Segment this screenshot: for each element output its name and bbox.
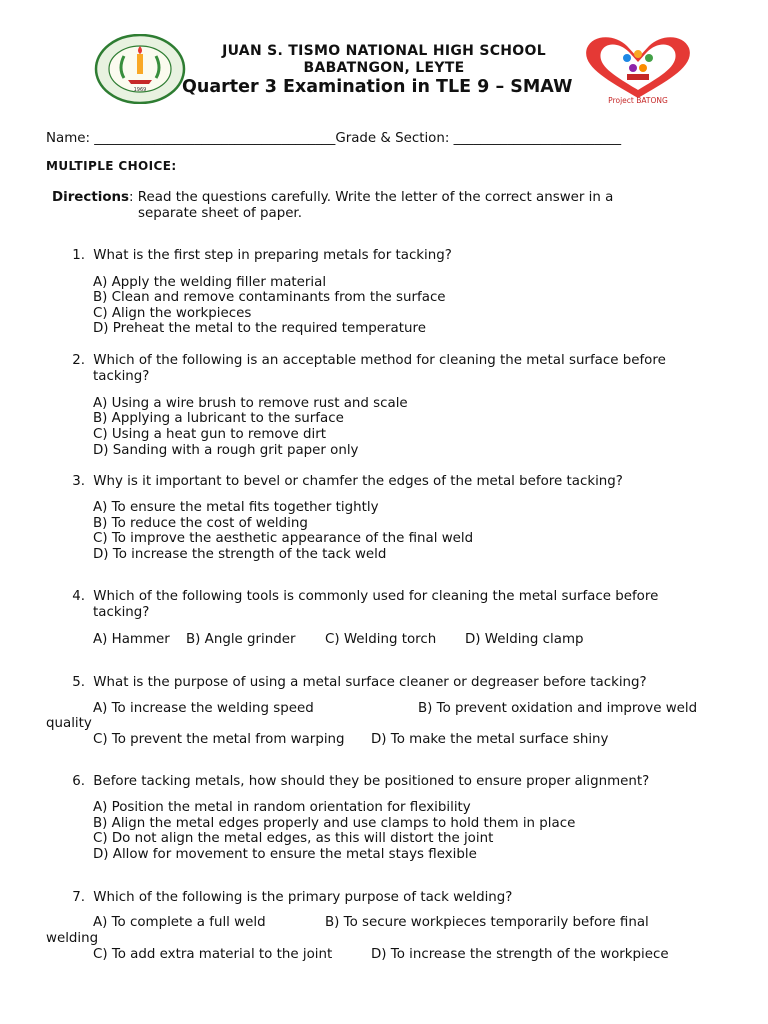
choice-6d: D) Allow for movement to ensure the metal stays flexible <box>93 847 477 862</box>
choice-6b: B) Align the metal edges properly and use clamps to hold them in place <box>93 816 576 831</box>
svg-text:Project BATONG: Project BATONG <box>608 96 668 105</box>
choice-3c: C) To improve the aesthetic appearance of the final weld <box>93 531 474 546</box>
choice-6a: A) Position the metal in random orientation for flexibility <box>93 800 471 815</box>
question-5 <box>67 675 647 691</box>
question-text: Which of the following is the primary purpose of tack welding? <box>93 890 513 905</box>
choice-7b-wrap: welding <box>46 931 99 946</box>
question-number: 7. <box>72 890 85 905</box>
question-1 <box>67 248 452 264</box>
choice-3a: A) To ensure the metal fits together tightly <box>93 500 379 515</box>
question-4-continuation: tacking? <box>93 605 150 620</box>
question-number: 4. <box>72 589 85 604</box>
question-text: What is the purpose of using a metal surface cleaner or degreaser before tacking? <box>93 675 647 690</box>
choice-7c: C) To add extra material to the joint <box>93 947 333 962</box>
choice-5b: B) To prevent oxidation and improve weld <box>418 701 698 716</box>
school-location: BABATNGON, LEYTE <box>303 60 465 76</box>
choice-1a: A) Apply the welding filler material <box>93 275 327 290</box>
question-number: 1. <box>72 248 85 263</box>
choice-3b: B) To reduce the cost of welding <box>93 516 308 531</box>
question-text: Before tacking metals, how should they be positioned to ensure proper alignment? <box>93 774 650 789</box>
question-6 <box>67 774 649 790</box>
school-name: JUAN S. TISMO NATIONAL HIGH SCHOOL <box>222 43 546 59</box>
directions-line-1 <box>52 190 613 206</box>
svg-text:1969: 1969 <box>133 87 147 93</box>
section-title: MULTIPLE CHOICE: <box>46 159 177 173</box>
grade-section-blank: _________________________ <box>453 131 622 146</box>
choice-4a: A) Hammer <box>93 632 170 647</box>
directions-text: : Read the questions carefully. Write the letter of the correct answer in a <box>129 190 614 205</box>
directions-line-2: separate sheet of paper. <box>138 206 302 221</box>
choice-4d: D) Welding clamp <box>465 632 584 647</box>
question-2-continuation: tacking? <box>93 369 150 384</box>
choice-1d: D) Preheat the metal to the required temperature <box>93 321 426 336</box>
name-blank: ____________________________________ <box>94 131 336 146</box>
choice-1b: B) Clean and remove contaminants from the surface <box>93 290 446 305</box>
question-2 <box>67 353 666 369</box>
choice-5d: D) To make the metal surface shiny <box>371 732 609 747</box>
choice-7a: A) To complete a full weld <box>93 915 266 930</box>
choice-6c: C) Do not align the metal edges, as this will distort the joint <box>93 831 494 846</box>
question-text: Why is it important to bevel or chamfer the edges of the metal before tacking? <box>93 474 623 489</box>
question-text: Which of the following is an acceptable method for cleaning the metal surface before <box>93 353 666 368</box>
choice-2d: D) Sanding with a rough grit paper only <box>93 443 359 458</box>
choice-5b-wrap: quality <box>46 716 92 731</box>
exam-title: Quarter 3 Examination in TLE 9 – SMAW <box>182 77 573 97</box>
choice-1c: C) Align the workpieces <box>93 306 252 321</box>
directions-label: Directions <box>52 190 130 205</box>
grade-section-label: Grade & Section: <box>335 131 454 146</box>
question-number: 3. <box>72 474 85 489</box>
question-text: What is the first step in preparing metals for tacking? <box>93 248 452 263</box>
choice-3d: D) To increase the strength of the tack weld <box>93 547 387 562</box>
question-number: 2. <box>72 353 85 368</box>
choice-4c: C) Welding torch <box>325 632 437 647</box>
choice-5a: A) To increase the welding speed <box>93 701 314 716</box>
name-grade-row <box>46 131 621 147</box>
choice-2c: C) Using a heat gun to remove dirt <box>93 427 326 442</box>
question-3 <box>67 474 623 490</box>
question-7 <box>67 890 512 906</box>
question-text: Which of the following tools is commonly used for cleaning the metal surface before <box>93 589 659 604</box>
question-number: 6. <box>72 774 85 789</box>
question-number: 5. <box>72 675 85 690</box>
choice-7b: B) To secure workpieces temporarily before final <box>325 915 649 930</box>
choice-2a: A) Using a wire brush to remove rust and scale <box>93 396 408 411</box>
question-4 <box>67 589 658 605</box>
choice-7d: D) To increase the strength of the workpiece <box>371 947 669 962</box>
choice-4b: B) Angle grinder <box>186 632 296 647</box>
choice-5c: C) To prevent the metal from warping <box>93 732 345 747</box>
choice-2b: B) Applying a lubricant to the surface <box>93 411 344 426</box>
name-label: Name: <box>46 131 95 146</box>
